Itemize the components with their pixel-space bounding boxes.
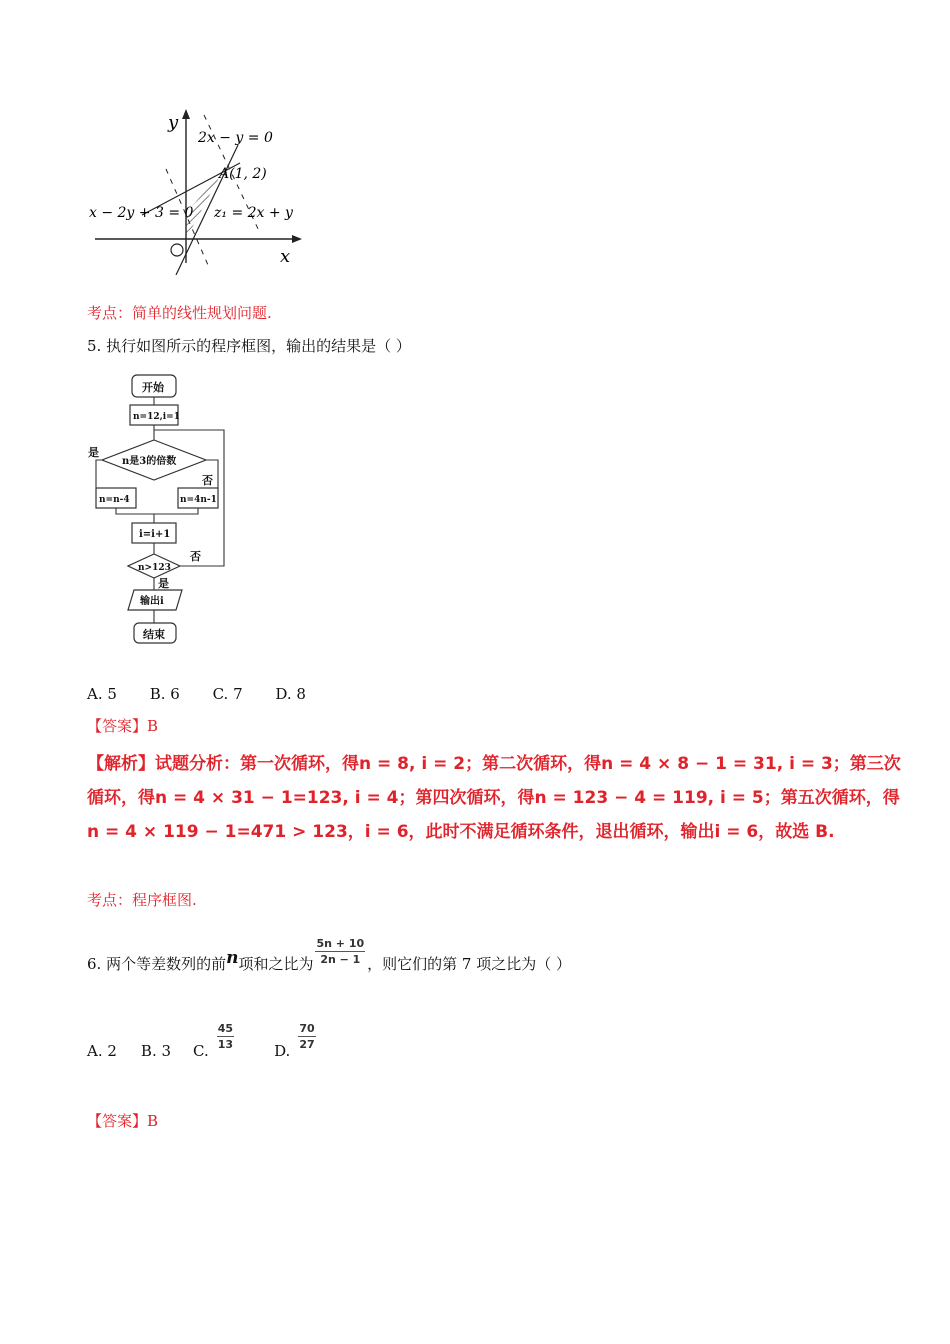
flow-start: 开始 xyxy=(142,381,164,394)
q5-choice-a: A. 5 xyxy=(87,685,117,703)
q5-stem: 5. 执行如图所示的程序框图，输出的结果是（ ） xyxy=(87,337,411,355)
kaodian-1: 考点：简单的线性规划问题. xyxy=(87,304,272,322)
flow-end: 结束 xyxy=(143,628,165,641)
flow-output: 输出i xyxy=(140,596,164,607)
q5-analysis-line-2: 循环，得n = 4 × 31 − 1=123, i = 4；第四次循环，得n = 123 − 4 = 119, i = 5；第五次循环，得 xyxy=(87,788,900,808)
q6-choice-d-fraction xyxy=(298,1022,315,1051)
y-axis-label: y xyxy=(168,112,179,133)
flow-cond1: n是3的倍数 xyxy=(122,456,177,467)
q6-choice-d-label: D. xyxy=(274,1042,291,1060)
q6-choice-c-num: 45 xyxy=(217,1022,234,1035)
linear-programming-graph xyxy=(80,105,310,275)
line1-label: 2x − y = 0 xyxy=(198,130,273,146)
flow-no1: 否 xyxy=(202,474,213,487)
line2-label: x − 2y + 3 = 0 xyxy=(89,205,194,221)
q6-ratio-fraction xyxy=(315,937,365,966)
q5-choice-c: C. 7 xyxy=(212,685,243,703)
q6-answer: 【答案】B xyxy=(87,1112,159,1130)
q5-kaodian: 考点：程序框图. xyxy=(87,891,197,909)
q6-choice-c-fraction xyxy=(217,1022,234,1051)
flow-init: n=12,i=1 xyxy=(133,412,180,422)
q5-answer: 【答案】B xyxy=(87,717,159,735)
q6-ratio-num: 5n + 10 xyxy=(316,937,365,950)
flow-yes1: 是 xyxy=(88,446,99,459)
q6-stem xyxy=(87,930,571,974)
q6-choice-b: B. 3 xyxy=(140,1042,172,1060)
q6-n-var: n xyxy=(226,948,239,968)
q5-analysis-line-1: 试题分析：第一次循环，得n = 8, i = 2；第二次循环，得n = 4 × 8 − 1 = 31, i = 3；第三次 xyxy=(155,754,901,774)
x-axis-arrow-icon xyxy=(292,235,302,243)
q6-choice-a: A. 2 xyxy=(87,1042,117,1060)
flow-cond2: n>123 xyxy=(138,563,171,573)
q5-choice-d: D. 8 xyxy=(275,685,306,703)
q6-stem-mid: 项和之比为 xyxy=(238,955,314,973)
flow-left: n=n-4 xyxy=(99,495,130,505)
q6-choice-d-num: 70 xyxy=(299,1022,315,1035)
flow-yes2: 是 xyxy=(158,577,169,590)
q5-choices xyxy=(87,684,334,704)
q6-choice-c-label: C. xyxy=(193,1042,209,1060)
origin-marker xyxy=(171,244,183,256)
q5-choice-b: B. 6 xyxy=(149,685,180,703)
x-axis-label: x xyxy=(280,246,291,267)
q6-stem-after: ，则它们的第 7 项之比为（ ） xyxy=(367,955,572,973)
flow-inc: i=i+1 xyxy=(139,529,171,540)
y-axis-arrow-icon xyxy=(182,109,190,119)
flow-right: n=4n-1 xyxy=(180,495,217,505)
point-a-label: A(1, 2) xyxy=(219,166,267,182)
q6-stem-before: 6. 两个等差数列的前 xyxy=(87,955,227,973)
q6-ratio-den: 2n − 1 xyxy=(320,953,361,966)
q5-flowchart xyxy=(88,372,238,652)
q5-analysis-tag: 【解析】 xyxy=(87,754,155,774)
objective-label: z₁ = 2x + y xyxy=(214,205,293,221)
q6-choice-d-den: 27 xyxy=(299,1038,315,1051)
q5-analysis xyxy=(87,747,901,849)
q6-choice-c-den: 13 xyxy=(217,1038,234,1051)
q6-choices xyxy=(87,1022,316,1061)
q5-analysis-line-3: n = 4 × 119 − 1=471 > 123，i = 6，此时不满足循环条件，退出循环，输出i = 6，故选 B. xyxy=(87,822,835,842)
flow-no2: 否 xyxy=(190,550,201,563)
